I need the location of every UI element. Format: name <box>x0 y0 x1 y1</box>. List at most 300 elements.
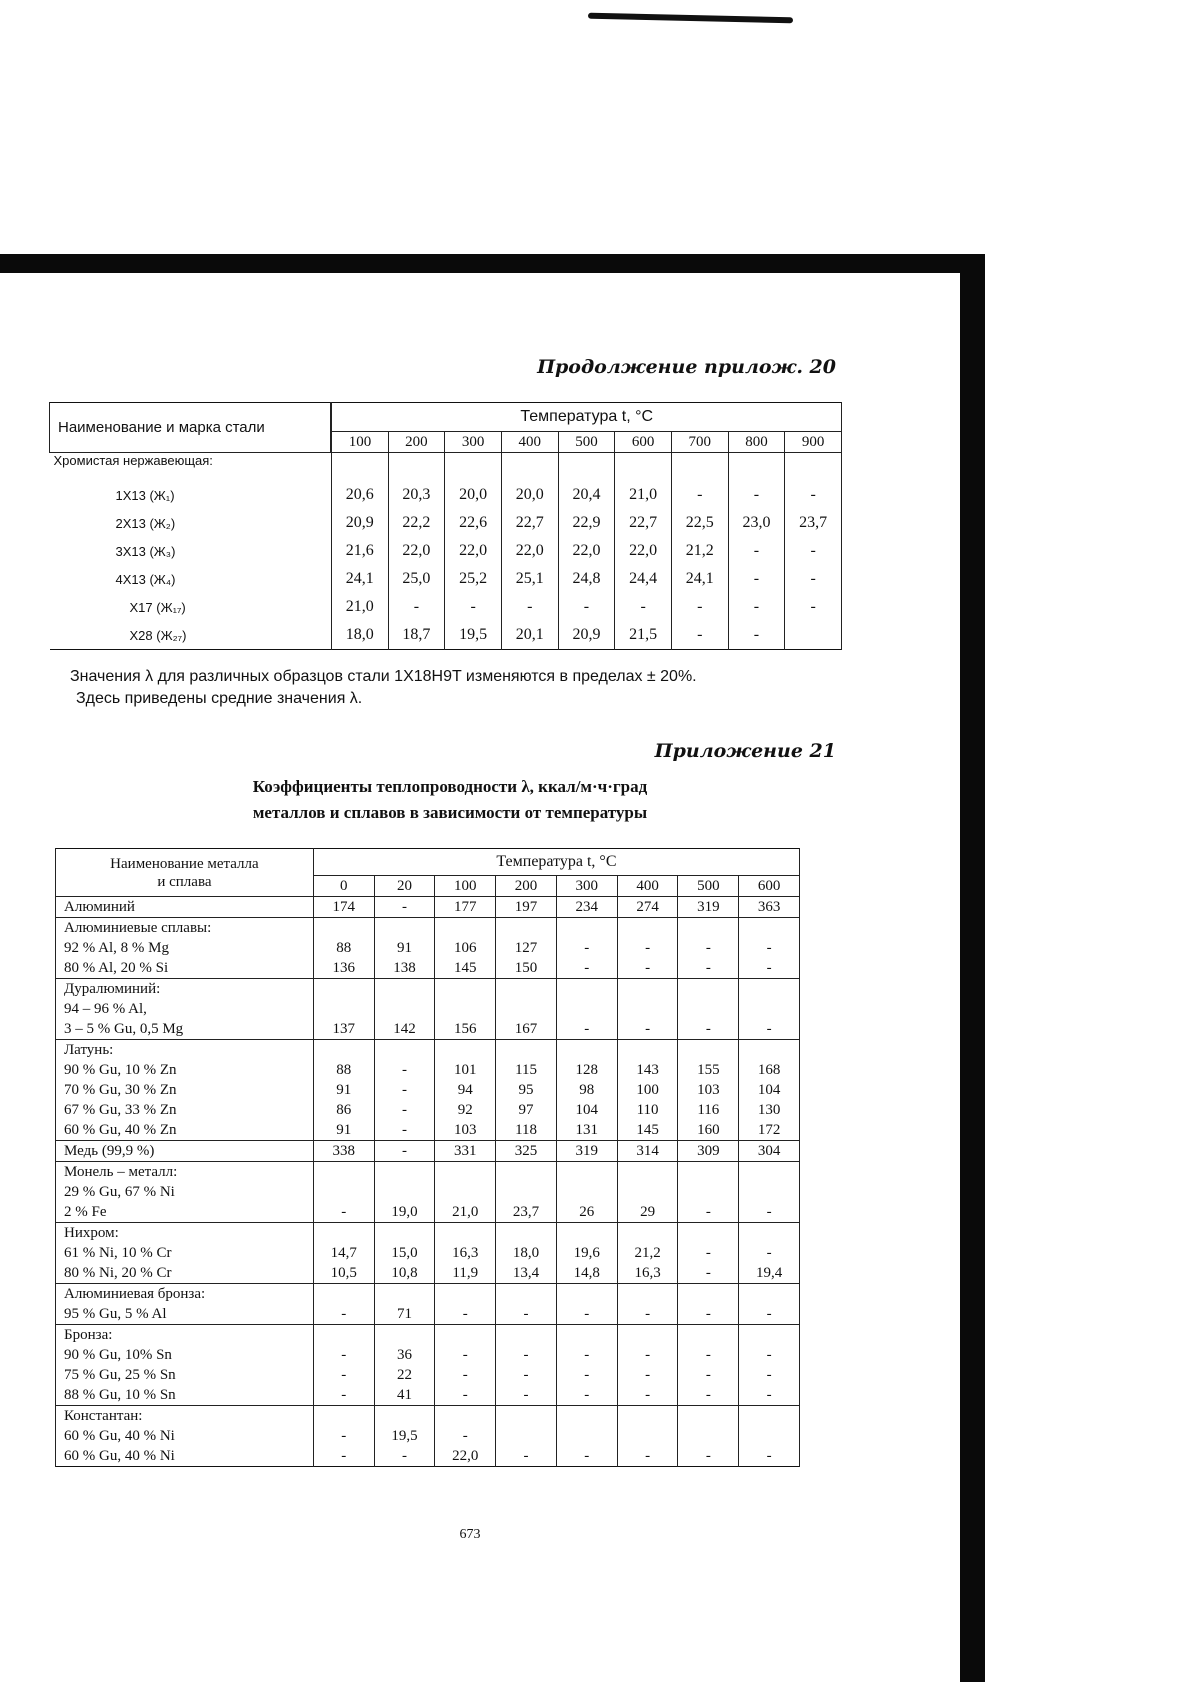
table-cell: 88 <box>313 1060 374 1080</box>
table-cell: 21,6 <box>331 537 388 565</box>
table-cell: 14,7 <box>313 1243 374 1263</box>
table-cell: - <box>785 565 842 593</box>
table-cell <box>496 979 557 1000</box>
table-cell: - <box>678 1263 739 1284</box>
table-cell: - <box>496 1446 557 1467</box>
table-cell: 21,2 <box>671 537 728 565</box>
table-cell: - <box>617 1019 678 1040</box>
table-cell: 13,4 <box>496 1263 557 1284</box>
table-cell <box>617 1040 678 1061</box>
table-cell: - <box>739 1019 800 1040</box>
table-cell: - <box>496 1385 557 1406</box>
table-row <box>56 1446 800 1467</box>
steel-grade: X28 (Ж₂₇) <box>50 621 332 650</box>
page-number: 673 <box>459 1527 481 1542</box>
table-cell: 103 <box>678 1080 739 1100</box>
table-cell: - <box>435 1426 496 1446</box>
table-cell <box>313 1325 374 1346</box>
material-name: Алюминиевая бронза: <box>56 1284 314 1305</box>
table-cell: - <box>556 1446 617 1467</box>
table-cell <box>374 1040 435 1061</box>
table-cell: 22,5 <box>671 509 728 537</box>
material-name: Дуралюминий: <box>56 979 314 1000</box>
table-cell: - <box>739 1304 800 1325</box>
table-cell: - <box>374 897 435 918</box>
table-row <box>56 1162 800 1183</box>
table20-temp-900: 900 <box>785 432 842 453</box>
table-cell: 22 <box>374 1365 435 1385</box>
table-cell: - <box>435 1365 496 1385</box>
table20-temp-200: 200 <box>388 432 445 453</box>
table20-temp-700: 700 <box>671 432 728 453</box>
table-cell: 20,3 <box>388 481 445 509</box>
table-row <box>50 621 842 650</box>
material-name: 60 % Gu, 40 % Ni <box>56 1426 314 1446</box>
table-row <box>50 481 842 509</box>
table-cell: 136 <box>313 958 374 979</box>
table-cell: 20,6 <box>331 481 388 509</box>
table-cell: 71 <box>374 1304 435 1325</box>
table-cell <box>785 621 842 650</box>
table-cell <box>617 979 678 1000</box>
table-cell: - <box>435 1385 496 1406</box>
table-cell: 29 <box>617 1202 678 1223</box>
table-cell: 95 <box>496 1080 557 1100</box>
scan-border-top <box>0 254 985 273</box>
table-cell: - <box>678 1304 739 1325</box>
table-cell: - <box>374 1141 435 1162</box>
material-name: 67 % Gu, 33 % Zn <box>56 1100 314 1120</box>
table-cell <box>374 999 435 1019</box>
table-cell <box>374 1223 435 1244</box>
table-cell: - <box>617 1304 678 1325</box>
table-cell: 18,0 <box>331 621 388 650</box>
table-cell: - <box>556 1019 617 1040</box>
material-name: 95 % Gu, 5 % Al <box>56 1304 314 1325</box>
table-cell <box>556 979 617 1000</box>
table-cell: 22,0 <box>615 537 672 565</box>
table-cell: - <box>374 1060 435 1080</box>
table-cell: 274 <box>617 897 678 918</box>
table-cell <box>678 1223 739 1244</box>
table-cell <box>435 1284 496 1305</box>
table-cell: - <box>556 938 617 958</box>
table-cell <box>313 999 374 1019</box>
table-cell <box>313 979 374 1000</box>
table-cell <box>678 1325 739 1346</box>
table-cell: - <box>678 958 739 979</box>
scan-streak <box>588 13 793 24</box>
table-cell: 98 <box>556 1080 617 1100</box>
table-cell <box>556 1406 617 1427</box>
table-cell <box>435 979 496 1000</box>
table-cell: 10,8 <box>374 1263 435 1284</box>
material-name: Бронза: <box>56 1325 314 1346</box>
material-name: 94 – 96 % Al, <box>56 999 314 1019</box>
table-cell: - <box>374 1120 435 1141</box>
table-cell <box>496 1223 557 1244</box>
table-cell: 172 <box>739 1120 800 1141</box>
table-cell: 197 <box>496 897 557 918</box>
table-cell: 137 <box>313 1019 374 1040</box>
table-cell: 22,7 <box>615 509 672 537</box>
steel-grade: 2X13 (Ж₂) <box>50 509 332 537</box>
material-name: 88 % Gu, 10 % Sn <box>56 1385 314 1406</box>
table-row <box>56 1080 800 1100</box>
table-row <box>56 918 800 939</box>
table-cell <box>313 1162 374 1183</box>
table-row <box>56 1141 800 1162</box>
table21-temp-100: 100 <box>435 876 496 897</box>
table-cell: 10,5 <box>313 1263 374 1284</box>
table-cell: 20,4 <box>558 481 615 509</box>
table-cell: 24,1 <box>331 565 388 593</box>
table-cell <box>556 918 617 939</box>
table-cell <box>435 1325 496 1346</box>
table-cell <box>313 1284 374 1305</box>
table-row <box>56 1182 800 1202</box>
appendix21-caption: Приложение 21 <box>654 740 836 762</box>
table-cell <box>374 1284 435 1305</box>
scan-border-right <box>960 254 985 1682</box>
table-cell: 103 <box>435 1120 496 1141</box>
table-cell: 18,7 <box>388 621 445 650</box>
table-cell: - <box>785 593 842 621</box>
table-row <box>56 1345 800 1365</box>
table-cell: - <box>678 1243 739 1263</box>
table-cell: 21,0 <box>331 593 388 621</box>
table21-temp-500: 500 <box>678 876 739 897</box>
table-cell: 19,4 <box>739 1263 800 1284</box>
material-name: 80 % Al, 20 % Si <box>56 958 314 979</box>
material-name: 90 % Gu, 10% Sn <box>56 1345 314 1365</box>
table-cell <box>739 1162 800 1183</box>
table-row <box>56 999 800 1019</box>
table-cell <box>496 1182 557 1202</box>
appendix21-table <box>55 848 800 1467</box>
table-cell: 22,9 <box>558 509 615 537</box>
table-cell <box>313 1182 374 1202</box>
table-cell <box>496 1325 557 1346</box>
table-cell: 145 <box>435 958 496 979</box>
table-cell <box>496 1040 557 1061</box>
table-cell: - <box>617 1365 678 1385</box>
table-cell <box>374 1406 435 1427</box>
table-cell: 18,0 <box>496 1243 557 1263</box>
table20-temp-800: 800 <box>728 432 785 453</box>
table-row <box>56 1365 800 1385</box>
table-cell <box>617 1162 678 1183</box>
table-cell: - <box>678 1365 739 1385</box>
table-cell <box>435 1040 496 1061</box>
table-cell: - <box>313 1446 374 1467</box>
table-cell <box>435 1406 496 1427</box>
table-cell: 24,1 <box>671 565 728 593</box>
table-cell: - <box>617 938 678 958</box>
table-cell <box>678 999 739 1019</box>
table-cell: - <box>313 1202 374 1223</box>
table21-temp-400: 400 <box>617 876 678 897</box>
table-cell: 101 <box>435 1060 496 1080</box>
table-row <box>56 1120 800 1141</box>
table-cell <box>617 999 678 1019</box>
table-cell <box>617 1182 678 1202</box>
table-cell: 86 <box>313 1100 374 1120</box>
table-cell: - <box>617 1385 678 1406</box>
table-cell: - <box>678 1345 739 1365</box>
table-cell: 24,4 <box>615 565 672 593</box>
table-cell: 20,1 <box>501 621 558 650</box>
table-cell: - <box>785 537 842 565</box>
table-cell: - <box>617 1345 678 1365</box>
table-cell: 23,7 <box>496 1202 557 1223</box>
table-cell <box>556 1182 617 1202</box>
table-cell: 36 <box>374 1345 435 1365</box>
table-cell <box>556 1284 617 1305</box>
table-cell <box>496 1426 557 1446</box>
table-cell <box>739 1406 800 1427</box>
table-cell: - <box>739 1365 800 1385</box>
material-name: Латунь: <box>56 1040 314 1061</box>
table-cell: - <box>671 593 728 621</box>
material-name: 2 % Fe <box>56 1202 314 1223</box>
table-cell: - <box>739 938 800 958</box>
table-cell: 338 <box>313 1141 374 1162</box>
table-cell: - <box>556 1385 617 1406</box>
table-cell: 304 <box>739 1141 800 1162</box>
table-cell: - <box>739 1243 800 1263</box>
table-cell: - <box>739 1446 800 1467</box>
table-cell: 319 <box>556 1141 617 1162</box>
table-cell: - <box>615 593 672 621</box>
table-row <box>56 1223 800 1244</box>
table-cell: - <box>728 593 785 621</box>
table-cell: - <box>739 958 800 979</box>
table-row <box>56 1060 800 1080</box>
table-row <box>56 1100 800 1120</box>
table-cell: - <box>445 593 502 621</box>
table-cell: - <box>678 1202 739 1223</box>
table-cell: - <box>313 1426 374 1446</box>
table-cell: 118 <box>496 1120 557 1141</box>
table-cell <box>739 1325 800 1346</box>
material-name: 29 % Gu, 67 % Ni <box>56 1182 314 1202</box>
table-cell: 22,7 <box>501 509 558 537</box>
table-row <box>56 1243 800 1263</box>
table-cell: 24,8 <box>558 565 615 593</box>
table-cell <box>678 1162 739 1183</box>
table-cell: 14,8 <box>556 1263 617 1284</box>
table-cell: 138 <box>374 958 435 979</box>
table21-temp-200: 200 <box>496 876 557 897</box>
material-name: Монель – металл: <box>56 1162 314 1183</box>
table-cell: 25,1 <box>501 565 558 593</box>
table-cell: 22,0 <box>388 537 445 565</box>
table20-temp-400: 400 <box>501 432 558 453</box>
table-cell <box>617 1325 678 1346</box>
table-cell: 22,0 <box>435 1446 496 1467</box>
table-cell: 26 <box>556 1202 617 1223</box>
table21-temp-300: 300 <box>556 876 617 897</box>
table-cell: 331 <box>435 1141 496 1162</box>
table-cell: - <box>728 537 785 565</box>
table-cell <box>678 918 739 939</box>
table20-temp-500: 500 <box>558 432 615 453</box>
table-cell <box>678 1406 739 1427</box>
table-cell: 15,0 <box>374 1243 435 1263</box>
table-cell <box>556 1162 617 1183</box>
table-cell <box>556 1325 617 1346</box>
table-cell: - <box>728 565 785 593</box>
table-cell <box>678 1426 739 1446</box>
table-cell <box>617 1426 678 1446</box>
table-cell <box>678 979 739 1000</box>
table-cell: 97 <box>496 1100 557 1120</box>
table-cell <box>374 1182 435 1202</box>
table-cell: 22,0 <box>558 537 615 565</box>
table-cell <box>435 999 496 1019</box>
table-row <box>56 1263 800 1284</box>
table-cell: 160 <box>678 1120 739 1141</box>
table-cell <box>739 999 800 1019</box>
appendix20-note-line2: Здесь приведены средние значения λ. <box>76 690 363 707</box>
table-cell: 88 <box>313 938 374 958</box>
table-cell: 16,3 <box>617 1263 678 1284</box>
table-row <box>56 1325 800 1346</box>
table-cell <box>739 1426 800 1446</box>
table-cell: - <box>728 481 785 509</box>
appendix21-title-line1: Коэффициенты теплопроводности λ, ккал/м·ч·град <box>252 777 648 796</box>
table-cell: - <box>313 1345 374 1365</box>
table-cell: 177 <box>435 897 496 918</box>
material-name: Алюминиевые сплавы: <box>56 918 314 939</box>
table-cell <box>496 1162 557 1183</box>
table21-name-header-line2: и сплава <box>157 873 212 890</box>
table-cell <box>374 1162 435 1183</box>
table-cell <box>435 918 496 939</box>
table-row <box>56 1019 800 1040</box>
table-cell: 116 <box>678 1100 739 1120</box>
table-cell: 22,2 <box>388 509 445 537</box>
table-row <box>56 1202 800 1223</box>
table-cell: 319 <box>678 897 739 918</box>
table-cell: 325 <box>496 1141 557 1162</box>
material-name: 92 % Al, 8 % Mg <box>56 938 314 958</box>
table-cell: 104 <box>739 1080 800 1100</box>
table20-temp-header: Температура t, °C <box>331 403 841 432</box>
table-cell: - <box>678 1446 739 1467</box>
steel-grade: 4X13 (Ж₄) <box>50 565 332 593</box>
table-cell <box>617 918 678 939</box>
table-row <box>56 1406 800 1427</box>
table20-name-header: Наименование и марка стали <box>50 403 332 453</box>
table-cell: 16,3 <box>435 1243 496 1263</box>
table-cell: 106 <box>435 938 496 958</box>
table-row <box>56 897 800 918</box>
table-cell: 21,0 <box>435 1202 496 1223</box>
table-cell: - <box>671 481 728 509</box>
table-row <box>56 958 800 979</box>
material-name: 61 % Ni, 10 % Cr <box>56 1243 314 1263</box>
table-cell <box>739 979 800 1000</box>
material-name: Медь (99,9 %) <box>56 1141 314 1162</box>
table-cell: 110 <box>617 1100 678 1120</box>
table-cell: 128 <box>556 1060 617 1080</box>
table-cell: 11,9 <box>435 1263 496 1284</box>
table-cell <box>313 1406 374 1427</box>
table-cell: 20,0 <box>501 481 558 509</box>
table-cell <box>739 1182 800 1202</box>
table-cell <box>496 918 557 939</box>
table21-temp-20: 20 <box>374 876 435 897</box>
table-cell: - <box>558 593 615 621</box>
table-cell: 20,9 <box>558 621 615 650</box>
table-cell <box>739 918 800 939</box>
table-cell <box>313 918 374 939</box>
appendix20-table <box>49 402 842 650</box>
table-cell: 20,9 <box>331 509 388 537</box>
table-cell: 19,5 <box>374 1426 435 1446</box>
table21-temp-0: 0 <box>313 876 374 897</box>
table-cell: - <box>501 593 558 621</box>
material-name: 60 % Gu, 40 % Zn <box>56 1120 314 1141</box>
table-cell: 23,7 <box>785 509 842 537</box>
table-cell: 115 <box>496 1060 557 1080</box>
table-cell: - <box>739 1202 800 1223</box>
table-cell: 94 <box>435 1080 496 1100</box>
table-cell <box>374 979 435 1000</box>
table20-group-label: Хромистая нержавеющая: <box>50 453 332 482</box>
table-cell: - <box>739 1345 800 1365</box>
table-cell: 19,6 <box>556 1243 617 1263</box>
table-cell: - <box>313 1304 374 1325</box>
table-cell <box>496 1284 557 1305</box>
table-cell: - <box>678 1385 739 1406</box>
table-cell: - <box>313 1385 374 1406</box>
table-cell: - <box>617 958 678 979</box>
table-row <box>56 1040 800 1061</box>
table-cell: - <box>678 1019 739 1040</box>
table-cell: 25,0 <box>388 565 445 593</box>
table-row <box>50 537 842 565</box>
appendix21-title-line2: металлов и сплавов в зависимости от температуры <box>252 803 648 822</box>
table-cell <box>556 1223 617 1244</box>
table-cell: - <box>617 1446 678 1467</box>
table-cell: 363 <box>739 897 800 918</box>
table-cell <box>435 1182 496 1202</box>
table-cell: - <box>671 621 728 650</box>
appendix20-caption: Продолжение прилож. 20 <box>537 356 836 378</box>
table20-temp-600: 600 <box>615 432 672 453</box>
table-cell: - <box>496 1304 557 1325</box>
table-cell: - <box>374 1080 435 1100</box>
table-cell: 21,0 <box>615 481 672 509</box>
table-row <box>56 938 800 958</box>
table-cell <box>739 1223 800 1244</box>
table-cell: 19,0 <box>374 1202 435 1223</box>
table-cell: - <box>435 1304 496 1325</box>
table-row <box>56 1304 800 1325</box>
table-cell: 91 <box>313 1120 374 1141</box>
table-cell: 104 <box>556 1100 617 1120</box>
table-cell: 143 <box>617 1060 678 1080</box>
table-cell <box>617 1406 678 1427</box>
table-cell <box>678 1040 739 1061</box>
table-row <box>50 565 842 593</box>
table-cell <box>313 1223 374 1244</box>
table-cell: - <box>374 1100 435 1120</box>
table-cell: 167 <box>496 1019 557 1040</box>
